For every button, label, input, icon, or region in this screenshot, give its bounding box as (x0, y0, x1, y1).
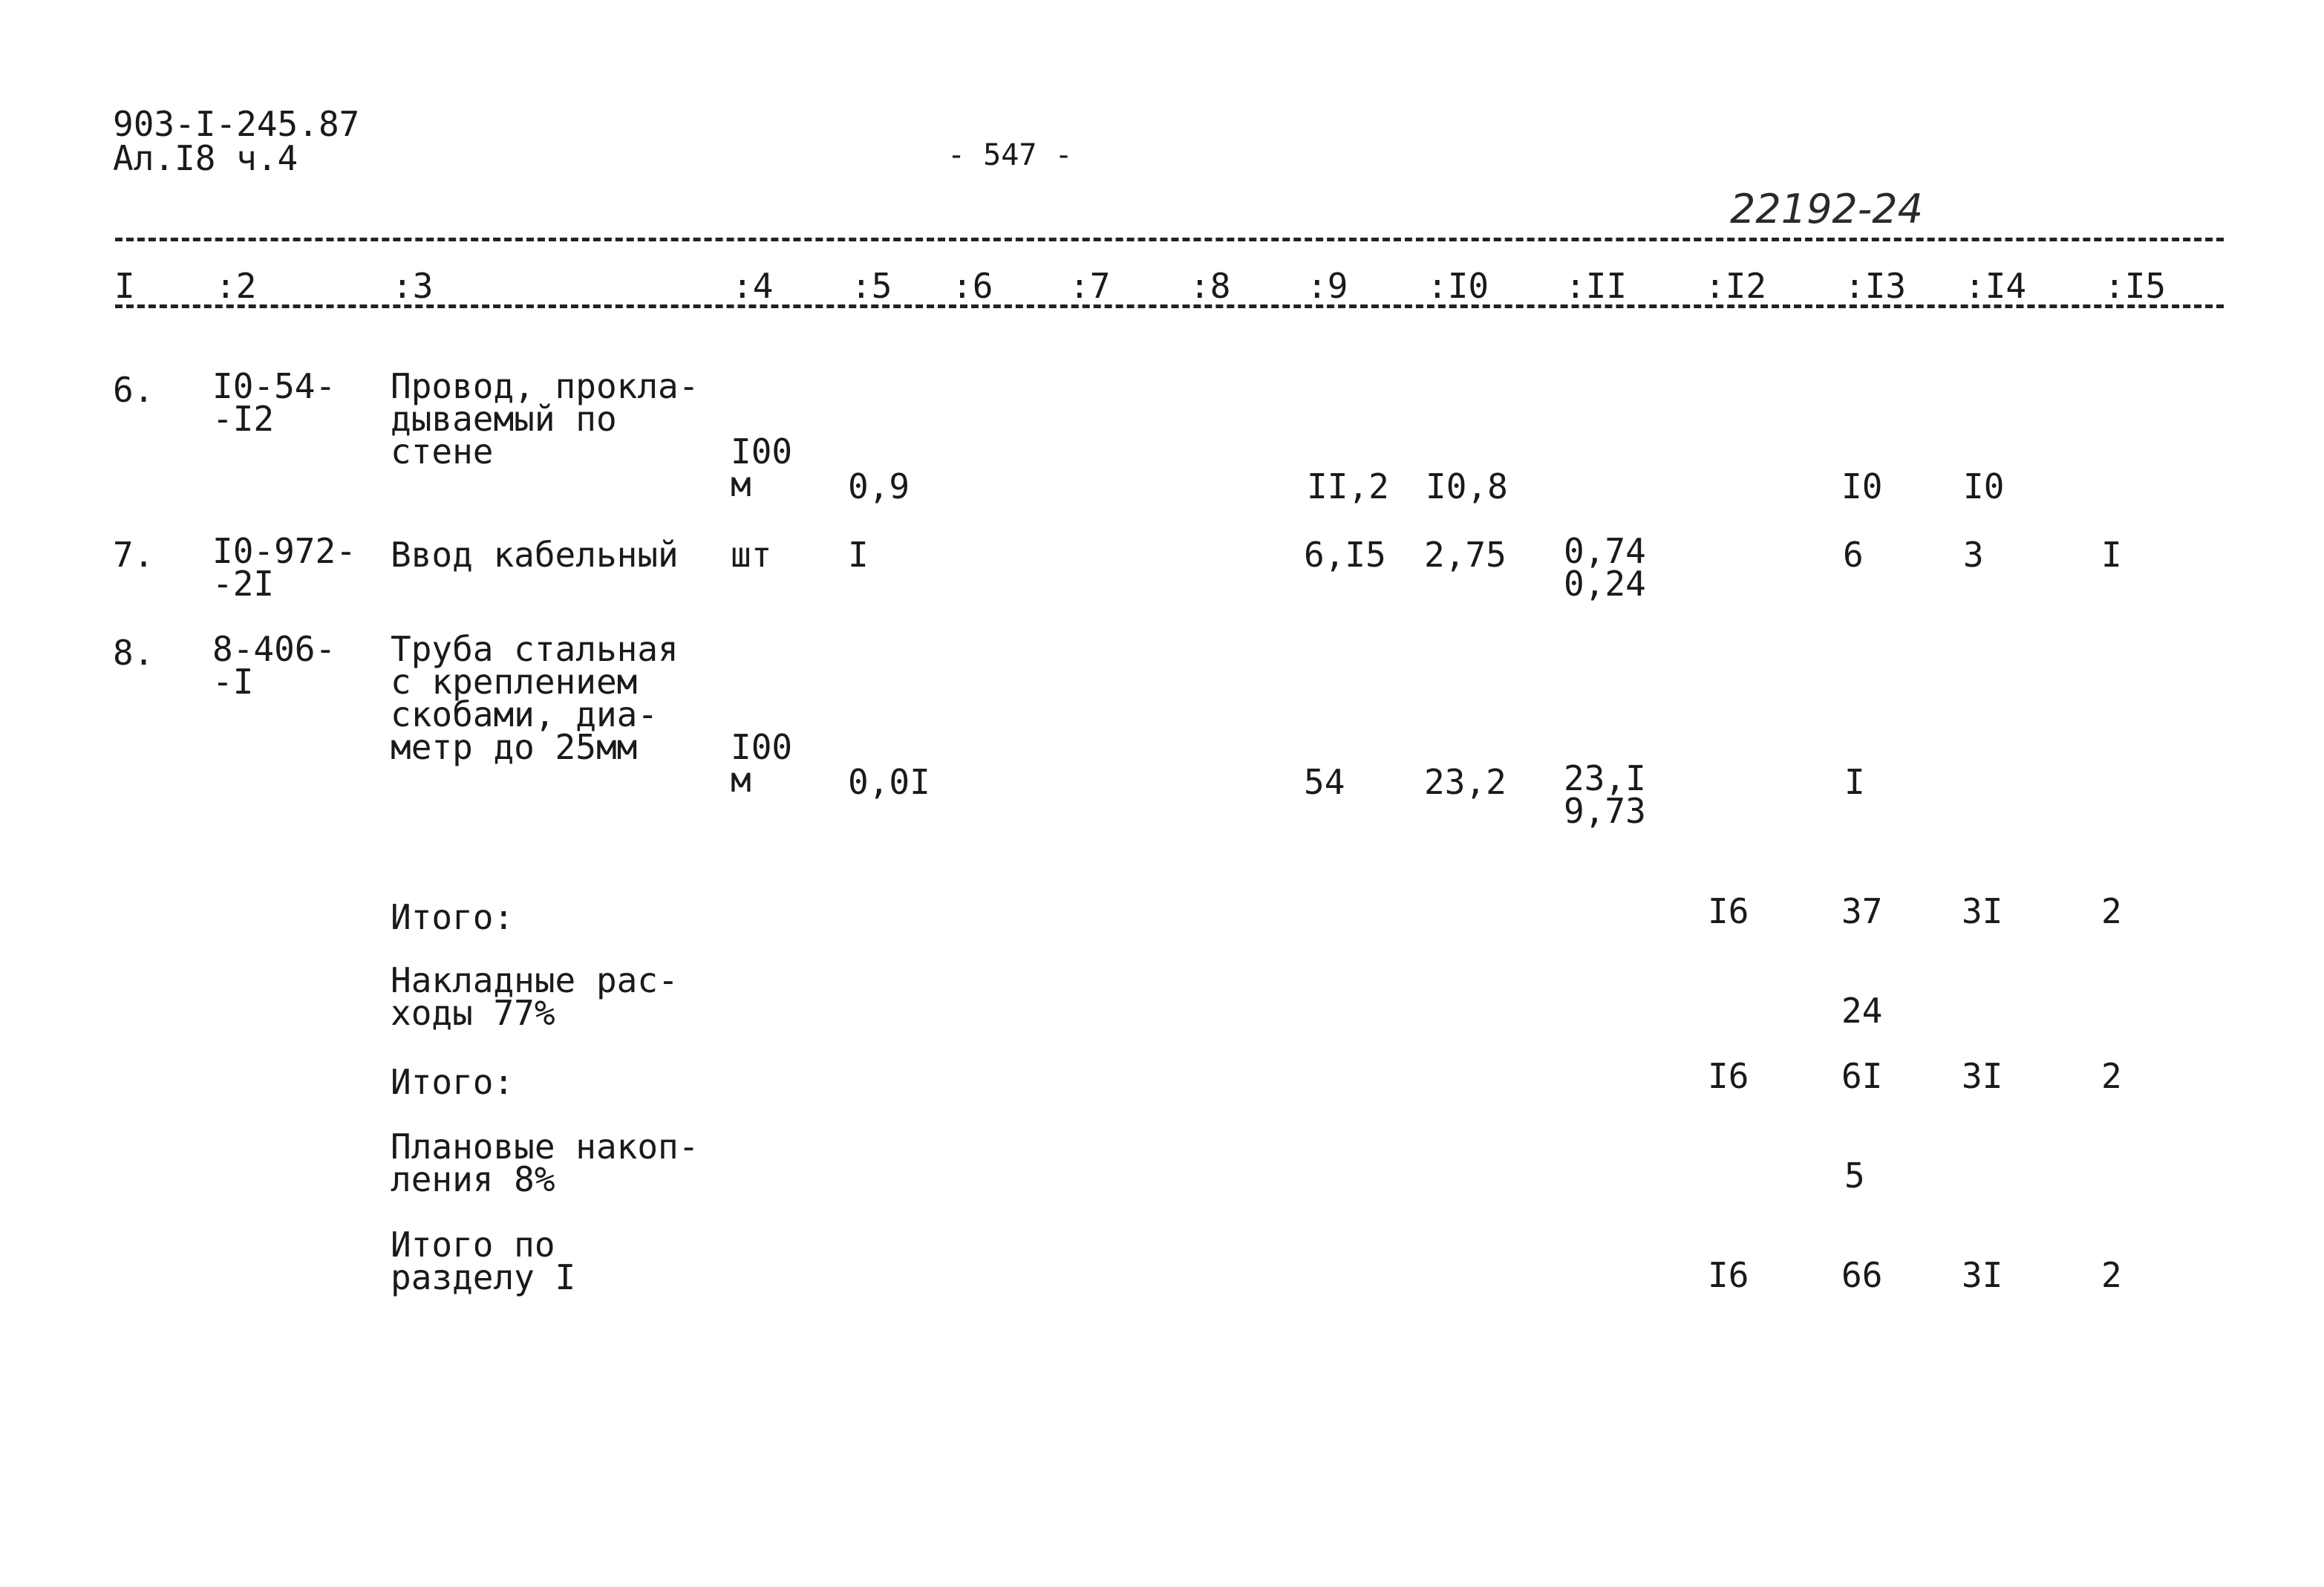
document-code: 903-I-245.87 (113, 104, 360, 144)
row-8-code-line-2: -I (212, 662, 254, 702)
summary-5-col-12: I6 (1708, 1255, 1749, 1295)
summary-3-label: Итого: (391, 1062, 515, 1102)
summary-3-col-15: 2 (2101, 1056, 2122, 1096)
column-header-7: :7 (1069, 266, 1111, 306)
summary-1-label: Итого: (391, 897, 515, 937)
column-header-13: :I3 (1844, 266, 1907, 306)
header-bottom-dashed-rule (115, 304, 2224, 308)
row-6-unit-line-1: I00 (731, 431, 793, 472)
row-8-unit-line-2: м (731, 760, 751, 800)
summary-5-label-line-2: разделу I (391, 1257, 576, 1297)
summary-5-col-13: 66 (1841, 1255, 1883, 1295)
row-7-quantity: I (848, 535, 869, 575)
top-dashed-rule (115, 238, 2224, 241)
summary-2-label (391, 960, 679, 1033)
column-header-4: :4 (732, 266, 774, 306)
row-8-name (391, 629, 679, 767)
summary-3-col-12: I6 (1708, 1056, 1749, 1096)
row-7-number: 7. (113, 535, 154, 575)
summary-1-col-13: 37 (1841, 891, 1883, 931)
row-6-quantity: 0,9 (848, 466, 910, 506)
row-6-name-line-1: Провод, прокла- (391, 366, 699, 406)
row-7-code (212, 531, 356, 604)
column-header-1: I (114, 266, 135, 306)
row-8-name-line-3: скобами, диа- (391, 694, 659, 734)
row-6-col-13: I0 (1841, 466, 1883, 506)
row-8-number: 8. (113, 633, 154, 673)
row-8-col-10: 23,2 (1424, 762, 1507, 802)
row-7-col-15: I (2101, 535, 2122, 575)
row-7-col-11 (1564, 531, 1646, 604)
row-8-name-line-4: метр до 25мм (391, 727, 638, 767)
row-6-unit-line-2: м (731, 464, 751, 504)
row-8-code-line-1: 8-406- (212, 629, 336, 669)
row-8-col-11-line-2: 9,73 (1564, 791, 1646, 831)
column-header-10: :I0 (1427, 266, 1489, 306)
row-8-unit-line-1: I00 (731, 727, 793, 767)
summary-3-col-13: 6I (1841, 1056, 1883, 1096)
row-7-name: Ввод кабельный (391, 535, 679, 575)
summary-4-label-line-1: Плановые накоп- (391, 1127, 699, 1167)
summary-4-label (391, 1127, 699, 1199)
document-sheet: Ал.I8 ч.4 (113, 138, 298, 178)
page-number: - 547 - (947, 138, 1073, 172)
row-6-code-line-2: -I2 (212, 399, 275, 439)
row-6-name-line-3: стене (391, 431, 494, 472)
row-8-col-9: 54 (1304, 762, 1345, 802)
row-6-number: 6. (113, 370, 154, 410)
column-header-9: :9 (1307, 266, 1348, 306)
row-8-col-11-line-1: 23,I (1564, 758, 1646, 798)
column-header-12: :I2 (1705, 266, 1767, 306)
row-8-name-line-2: с креплением (391, 662, 638, 702)
column-header-5: :5 (851, 266, 892, 306)
row-7-col-13: 6 (1843, 535, 1864, 575)
row-6-col-9: II,2 (1307, 466, 1389, 506)
summary-1-col-15: 2 (2101, 891, 2122, 931)
summary-4-label-line-2: ления 8% (391, 1159, 555, 1199)
row-7-col-10: 2,75 (1424, 535, 1507, 575)
row-7-code-line-2: -2I (212, 564, 275, 604)
row-7-col-9: 6,I5 (1304, 535, 1386, 575)
summary-5-label-line-1: Итого по (391, 1225, 555, 1265)
summary-3-col-14: 3I (1962, 1056, 2003, 1096)
row-6-code (212, 366, 336, 439)
row-6-name-line-2: дываемый по (391, 399, 617, 439)
row-8-code (212, 629, 336, 702)
summary-1-col-14: 3I (1962, 891, 2003, 931)
column-header-15: :I5 (2104, 266, 2167, 306)
summary-2-col-13: 24 (1841, 991, 1883, 1031)
row-8-col-11 (1564, 758, 1646, 831)
column-header-11: :II (1565, 266, 1628, 306)
row-7-col-11-line-2: 0,24 (1564, 564, 1646, 604)
column-header-3: :3 (392, 266, 434, 306)
row-8-col-13: I (1844, 762, 1865, 802)
summary-2-label-line-2: ходы 77% (391, 993, 555, 1033)
summary-5-col-15: 2 (2101, 1255, 2122, 1295)
column-header-2: :2 (215, 266, 257, 306)
row-6-name (391, 366, 699, 472)
column-header-14: :I4 (1965, 266, 2027, 306)
archive-number: 22192-24 (1730, 186, 1923, 232)
row-6-col-10: I0,8 (1426, 466, 1508, 506)
row-8-quantity: 0,0I (848, 762, 930, 802)
summary-5-col-14: 3I (1962, 1255, 2003, 1295)
row-7-col-14: 3 (1963, 535, 1984, 575)
row-6-col-14: I0 (1963, 466, 2005, 506)
row-7-code-line-1: I0-972- (212, 531, 356, 571)
column-header-8: :8 (1189, 266, 1231, 306)
row-6-code-line-1: I0-54- (212, 366, 336, 406)
summary-5-label (391, 1225, 576, 1297)
row-7-unit: шт (731, 535, 772, 575)
row-8-name-line-1: Труба стальная (391, 629, 679, 669)
row-7-col-11-line-1: 0,74 (1564, 531, 1646, 571)
summary-4-col-13: 5 (1844, 1156, 1865, 1196)
summary-1-col-12: I6 (1708, 891, 1749, 931)
summary-2-label-line-1: Накладные рас- (391, 960, 679, 1000)
column-header-6: :6 (952, 266, 993, 306)
row-6-unit (731, 431, 793, 504)
row-8-unit (731, 727, 793, 800)
